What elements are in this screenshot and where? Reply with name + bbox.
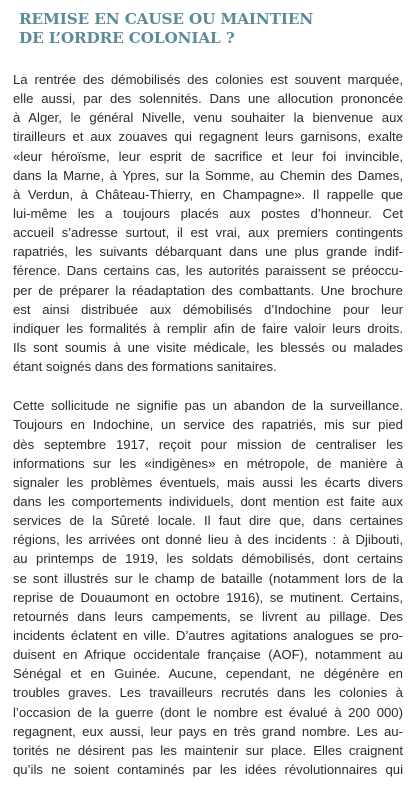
paragraph-line: reprise de Douaumont en octobre 1916), se mutinent. Certains, [13, 589, 403, 605]
paragraph-line: regagnent, eux aussi, leur pays en très grand nombre. Les au- [13, 723, 403, 739]
paragraph-2 [13, 396, 403, 779]
paragraph-line: incidents éclatent en ville. D’autres agitations analogues se pro- [13, 627, 403, 643]
paragraph-line: au printemps de 1919, les soldats démobilisés, dont certains [13, 551, 403, 567]
paragraph-line: dès septembre 1917, reçoit pour mission de centraliser les [13, 436, 403, 452]
paragraph-line: Ils sont soumis à une visite médicale, les blessés ou malades [13, 339, 403, 355]
paragraph-line: à Alger, le général Nivelle, venu souhaiter la bienvenue aux [13, 110, 403, 126]
paragraph-line: Sénégal et en Guinée. Aucune, cependant, ne dégénère en [13, 666, 403, 682]
paragraph-line: férence. Dans certains cas, les autorités paraissent se préoccu- [13, 263, 403, 279]
paragraph-line: qu’ils ne soient contaminés par les idées révolutionnaires qui [13, 761, 403, 777]
section-heading [19, 10, 403, 48]
paragraph-line: l’occasion de la guerre (dont le nombre est évalué à 200 000) [13, 704, 403, 720]
paragraph-line: étant soignés dans des formations sanitaires. [13, 359, 277, 375]
heading-line-1: REMISE EN CAUSE OU MAINTIEN [19, 10, 314, 28]
paragraph-line: rapatriés, les suivants débarquant dans une plus grande indif- [13, 244, 403, 260]
paragraph-1 [13, 70, 403, 376]
paragraph-line: régions, les arrivées ont donné lieu à des incidents : à Djibouti, [13, 532, 403, 548]
paragraph-line: Cette sollicitude ne signifie pas un abandon de la surveillance. [13, 398, 403, 414]
paragraph-line: troubles graves. Les travailleurs recrutés dans les colonies à [13, 685, 403, 701]
paragraph-line: retournés dans leurs campements, se livrent au pillage. Des [13, 608, 403, 624]
paragraph-line: signaler les problèmes éventuels, mais aussi les écarts divers [13, 474, 403, 490]
paragraph-line: à Verdun, à Château-Thierry, en Champagne». Il rappelle que [13, 186, 403, 202]
paragraph-line: elle aussi, par des solennités. Dans une allocution prononcée [13, 91, 403, 107]
paragraph-line: tirailleurs et aux zouaves qui regagnent leurs garnisons, exalte [13, 129, 403, 145]
paragraph-line: La rentrée des démobilisés des colonies est souvent marquée, [13, 72, 403, 87]
paragraph-line: dans la Marne, à Ypres, sur la Somme, au Chemin des Dames, [13, 167, 403, 183]
paragraph-line: per de préparer la réadaptation des combattants. Une brochure [13, 282, 403, 298]
paragraph-line: services de la Sûreté locale. Il faut dire que, dans certaines [13, 513, 403, 529]
paragraph-line: lui-même les a toujours placés aux postes d’honneur. Cet [13, 205, 403, 221]
heading-line-2: DE L’ORDRE COLONIAL ? [19, 29, 235, 47]
paragraph-line: Toujours en Indochine, un service des rapatriés, mis sur pied [13, 417, 403, 433]
paragraph-line: se sont illustrés sur le champ de bataille (notamment lors de la [13, 570, 403, 586]
paragraph-line: duisent en Afrique occidentale française (AOF), notamment au [13, 647, 403, 663]
paragraph-line: dans les comportements individuels, dont mention est faite aux [13, 493, 403, 509]
paragraph-line: indiquer les formalités à remplir afin de faire valoir leurs droits. [13, 320, 403, 336]
paragraph-line: accueil s’adresse surtout, il est vrai, aux premiers contingents [13, 225, 403, 241]
paragraph-line: est ainsi distribuée aux démobilisés d’Indochine pour leur [13, 301, 403, 317]
paragraph-line: informations sur les «indigènes» en métropole, de manière à [13, 455, 403, 471]
paragraph-line: torités ne désirent pas les maintenir sur place. Elles craignent [13, 742, 403, 758]
paragraph-line: «leur héroïsme, leur esprit de sacrifice et leur foi invincible, [13, 148, 403, 164]
